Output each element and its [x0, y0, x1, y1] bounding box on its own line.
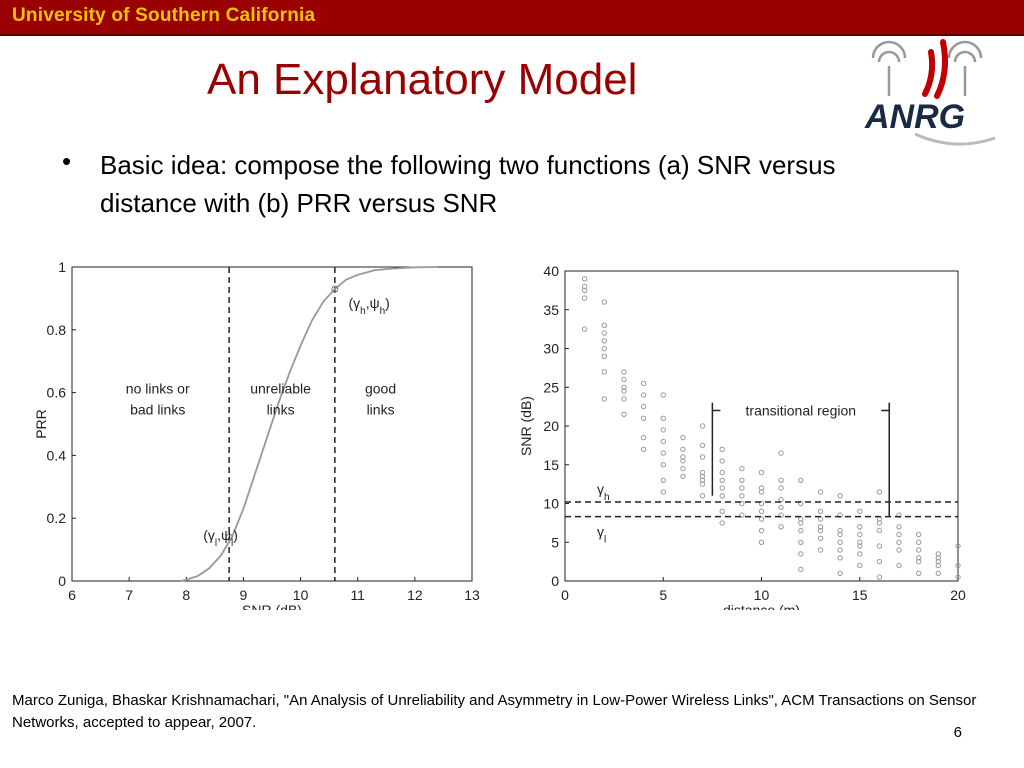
scatter-point	[779, 525, 783, 529]
scatter-point	[779, 478, 783, 482]
scatter-point	[681, 435, 685, 439]
scatter-point	[838, 494, 842, 498]
scatter-point	[799, 528, 803, 532]
gamma-l-label: $\gamma_l$	[597, 523, 607, 546]
scatter-point	[720, 494, 724, 498]
scatter-point	[897, 548, 901, 552]
scatter-point	[936, 571, 940, 575]
scatter-point	[799, 540, 803, 544]
scatter-point	[602, 397, 606, 401]
scatter-point	[602, 346, 606, 350]
y-tick-label-b: 20	[543, 418, 559, 434]
region-label-a: links	[366, 401, 395, 418]
scatter-point	[602, 323, 606, 327]
scatter-point	[740, 466, 744, 470]
scatter-point	[917, 548, 921, 552]
y-tick-label-b: 10	[543, 495, 559, 512]
y-axis-label-b: SNR (dB)	[518, 396, 534, 456]
slide-title: An Explanatory Model	[207, 55, 638, 104]
scatter-point	[818, 548, 822, 552]
scatter-point	[897, 525, 901, 529]
scatter-point	[720, 470, 724, 474]
x-tick-label-b: 5	[659, 587, 668, 603]
scatter-point	[858, 509, 862, 513]
y-tick-label-a: 0	[58, 573, 66, 589]
scatter-point	[720, 486, 724, 490]
scatter-point	[917, 540, 921, 544]
scatter-point	[818, 509, 822, 513]
charts-svg	[0, 250, 1024, 610]
scatter-point	[818, 517, 822, 521]
scatter-point	[897, 532, 901, 536]
scatter-point	[700, 494, 704, 498]
x-tick-label-b: 20	[950, 587, 966, 603]
scatter-point	[877, 490, 881, 494]
anrg-logo	[855, 34, 1005, 154]
scatter-point	[818, 536, 822, 540]
scatter-point	[700, 443, 704, 447]
scatter-point	[759, 528, 763, 532]
scatter-point	[661, 416, 665, 420]
x-tick-label-a: 9	[239, 587, 248, 603]
scatter-point	[641, 393, 645, 397]
scatter-point	[858, 532, 862, 536]
scatter-point	[779, 505, 783, 509]
figure	[0, 250, 1024, 610]
page-number: 6	[953, 724, 962, 741]
y-tick-label-a: 0.4	[46, 447, 66, 464]
y-axis-label-a: PRR	[33, 409, 49, 439]
scatter-point	[799, 478, 803, 482]
scatter-point	[759, 540, 763, 544]
region-label-a: links	[266, 401, 295, 418]
point-annotation-a: $(\gamma_l,\psi_l)$	[203, 527, 238, 549]
bullet-item: Basic idea: compose the following two functions (a) SNR versus distance with (b) PRR versus SNR	[100, 150, 836, 218]
university-header-bar	[0, 0, 1024, 36]
scatter-point	[582, 277, 586, 281]
scatter-point	[681, 474, 685, 478]
scatter-point	[641, 435, 645, 439]
scatter-point	[661, 463, 665, 467]
y-tick-label-a: 0.6	[46, 384, 66, 401]
x-tick-label-a: 12	[407, 587, 423, 603]
scatter-point	[818, 490, 822, 494]
y-tick-label-a: 0.8	[46, 321, 66, 338]
scatter-point	[700, 424, 704, 428]
x-tick-label-b: 0	[561, 587, 569, 603]
scatter-point	[622, 412, 626, 416]
scatter-point	[622, 397, 626, 401]
scatter-point	[641, 381, 645, 385]
scatter-point	[700, 455, 704, 459]
y-tick-label-a: 1	[58, 259, 66, 275]
scatter-point	[877, 528, 881, 532]
scatter-point	[602, 331, 606, 335]
scatter-point	[681, 447, 685, 451]
chart-b-frame	[565, 271, 958, 581]
x-tick-label-b: 10	[753, 587, 770, 603]
signal-waves-icon	[925, 42, 945, 96]
scatter-point	[661, 490, 665, 494]
scatter-point	[720, 459, 724, 463]
scatter-point	[759, 517, 763, 521]
scatter-point	[917, 532, 921, 536]
scatter-point	[720, 447, 724, 451]
antenna-right-icon	[949, 42, 981, 96]
scatter-point	[602, 300, 606, 304]
scatter-point	[582, 296, 586, 300]
x-tick-label-a: 11	[350, 587, 365, 603]
antenna-left-icon	[873, 42, 905, 96]
x-axis-label-b: distance (m)	[722, 602, 801, 610]
y-tick-label-b: 30	[543, 340, 559, 357]
university-name: University of Southern California	[12, 5, 316, 26]
y-tick-label-b: 40	[543, 263, 559, 279]
y-tick-label-a: 0.2	[46, 510, 66, 527]
scatter-point	[641, 447, 645, 451]
scatter-point	[641, 404, 645, 408]
x-tick-label-b: 15	[851, 587, 868, 603]
scatter-point	[779, 486, 783, 490]
region-label-a: bad links	[130, 401, 186, 418]
scatter-point	[740, 486, 744, 490]
scatter-point	[661, 393, 665, 397]
x-tick-label-a: 10	[292, 587, 309, 603]
scatter-point	[877, 559, 881, 563]
scatter-point	[602, 370, 606, 374]
bullet-marker: •	[62, 146, 72, 176]
y-tick-label-b: 25	[543, 379, 559, 396]
scatter-point	[858, 525, 862, 529]
scatter-point	[897, 563, 901, 567]
scatter-point	[602, 354, 606, 358]
scatter-point	[681, 466, 685, 470]
scatter-point	[779, 497, 783, 501]
y-tick-label-b: 15	[543, 456, 559, 473]
scatter-point	[858, 552, 862, 556]
y-tick-label-b: 5	[551, 534, 559, 551]
scatter-point	[641, 416, 645, 420]
scatter-point	[877, 544, 881, 548]
scatter-point	[720, 509, 724, 513]
scatter-point	[799, 552, 803, 556]
citation: Marco Zuniga, Bhaskar Krishnamachari, "An Analysis of Unreliability and Asymmetry in Low-Power Wireless Links", ACM Transactions on Sensor Networks, accepted to appear, 2007.	[12, 692, 977, 731]
scatter-point	[838, 548, 842, 552]
scatter-point	[622, 377, 626, 381]
scatter-point	[838, 556, 842, 560]
point-annotation-a: $(\gamma_h,\psi_h)$	[348, 294, 390, 317]
scatter-point	[582, 327, 586, 331]
scatter-point	[740, 478, 744, 482]
y-tick-label-b: 35	[543, 301, 559, 318]
x-tick-label-a: 8	[182, 587, 191, 603]
x-tick-label-a: 6	[68, 587, 76, 603]
scatter-point	[661, 451, 665, 455]
scatter-point	[759, 509, 763, 513]
scatter-point	[897, 540, 901, 544]
scatter-point	[622, 370, 626, 374]
region-label-b: transitional region	[745, 402, 857, 419]
scatter-point	[661, 428, 665, 432]
scatter-point	[602, 339, 606, 343]
scatter-point	[799, 567, 803, 571]
scatter-point	[661, 439, 665, 443]
y-tick-label-b: 0	[551, 573, 559, 589]
scatter-point	[858, 563, 862, 567]
logo-text: ANRG	[865, 98, 966, 136]
x-tick-label-a: 7	[125, 587, 134, 603]
scatter-point	[917, 571, 921, 575]
x-axis-label-a: SNR (dB)	[242, 602, 302, 610]
region-label-a: no links or	[125, 380, 190, 397]
region-label-a: good	[364, 380, 397, 397]
scatter-point	[838, 571, 842, 575]
scatter-point	[779, 451, 783, 455]
scatter-point	[740, 494, 744, 498]
scatter-point	[661, 478, 665, 482]
region-label-a: unreliable	[250, 380, 311, 397]
scatter-point	[838, 540, 842, 544]
scatter-point	[720, 521, 724, 525]
scatter-point	[877, 575, 881, 579]
gamma-h-label: $\gamma_h$	[597, 480, 610, 503]
x-tick-label-a: 13	[464, 587, 480, 603]
scatter-point	[720, 478, 724, 482]
scatter-point	[759, 470, 763, 474]
